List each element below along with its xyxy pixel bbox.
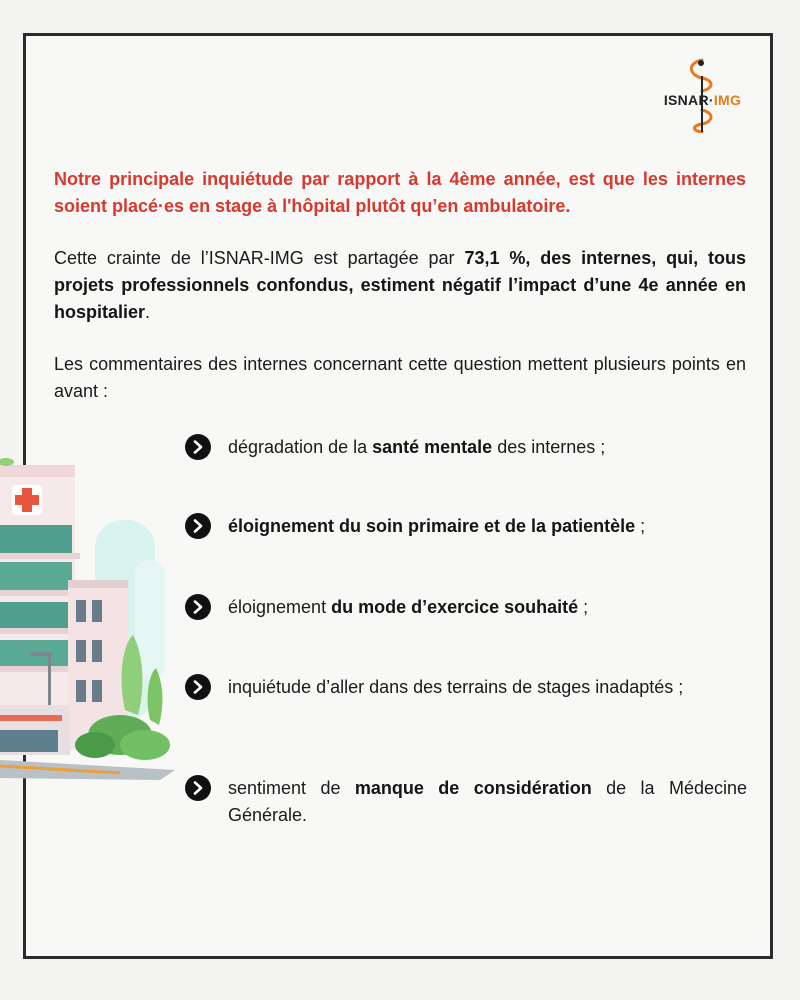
list-item [185, 674, 747, 701]
list-item [185, 775, 747, 829]
list-item [185, 513, 747, 540]
isnar-img-logo [655, 58, 750, 133]
list-item [185, 594, 747, 621]
survey-paragraph: Cette crainte de l’ISNAR-IMG est partagée par 73,1 %, des internes, qui, tous projets professionnels confondus, estiment négatif l’impact d’une 4e année en hospitalier. [54, 248, 746, 322]
comments-paragraph: Les commentaires des internes concernant cette question mettent plusieurs points en avant : [54, 354, 746, 401]
intro-statement: Notre principale inquiétude par rapport à la 4ème année, est que les internes soient placé·es en stage à l'hôpital plutôt qu’en ambulatoire. [54, 169, 746, 216]
list-item [185, 434, 747, 461]
list-item-text: éloignement du soin primaire et de la patientèle ; [228, 516, 646, 536]
list-item-text: dégradation de la santé mentale des internes ; [228, 437, 606, 457]
list-item-text: inquiétude d’aller dans des terrains de stages inadaptés ; [228, 677, 684, 697]
list-item-text: sentiment de manque de considération de la Médecine Générale. [228, 778, 747, 825]
logo-text: ISNAR·IMG [663, 92, 742, 108]
list-item-text: éloignement du mode d’exercice souhaité ; [228, 597, 589, 617]
hospital-illustration [0, 440, 190, 790]
